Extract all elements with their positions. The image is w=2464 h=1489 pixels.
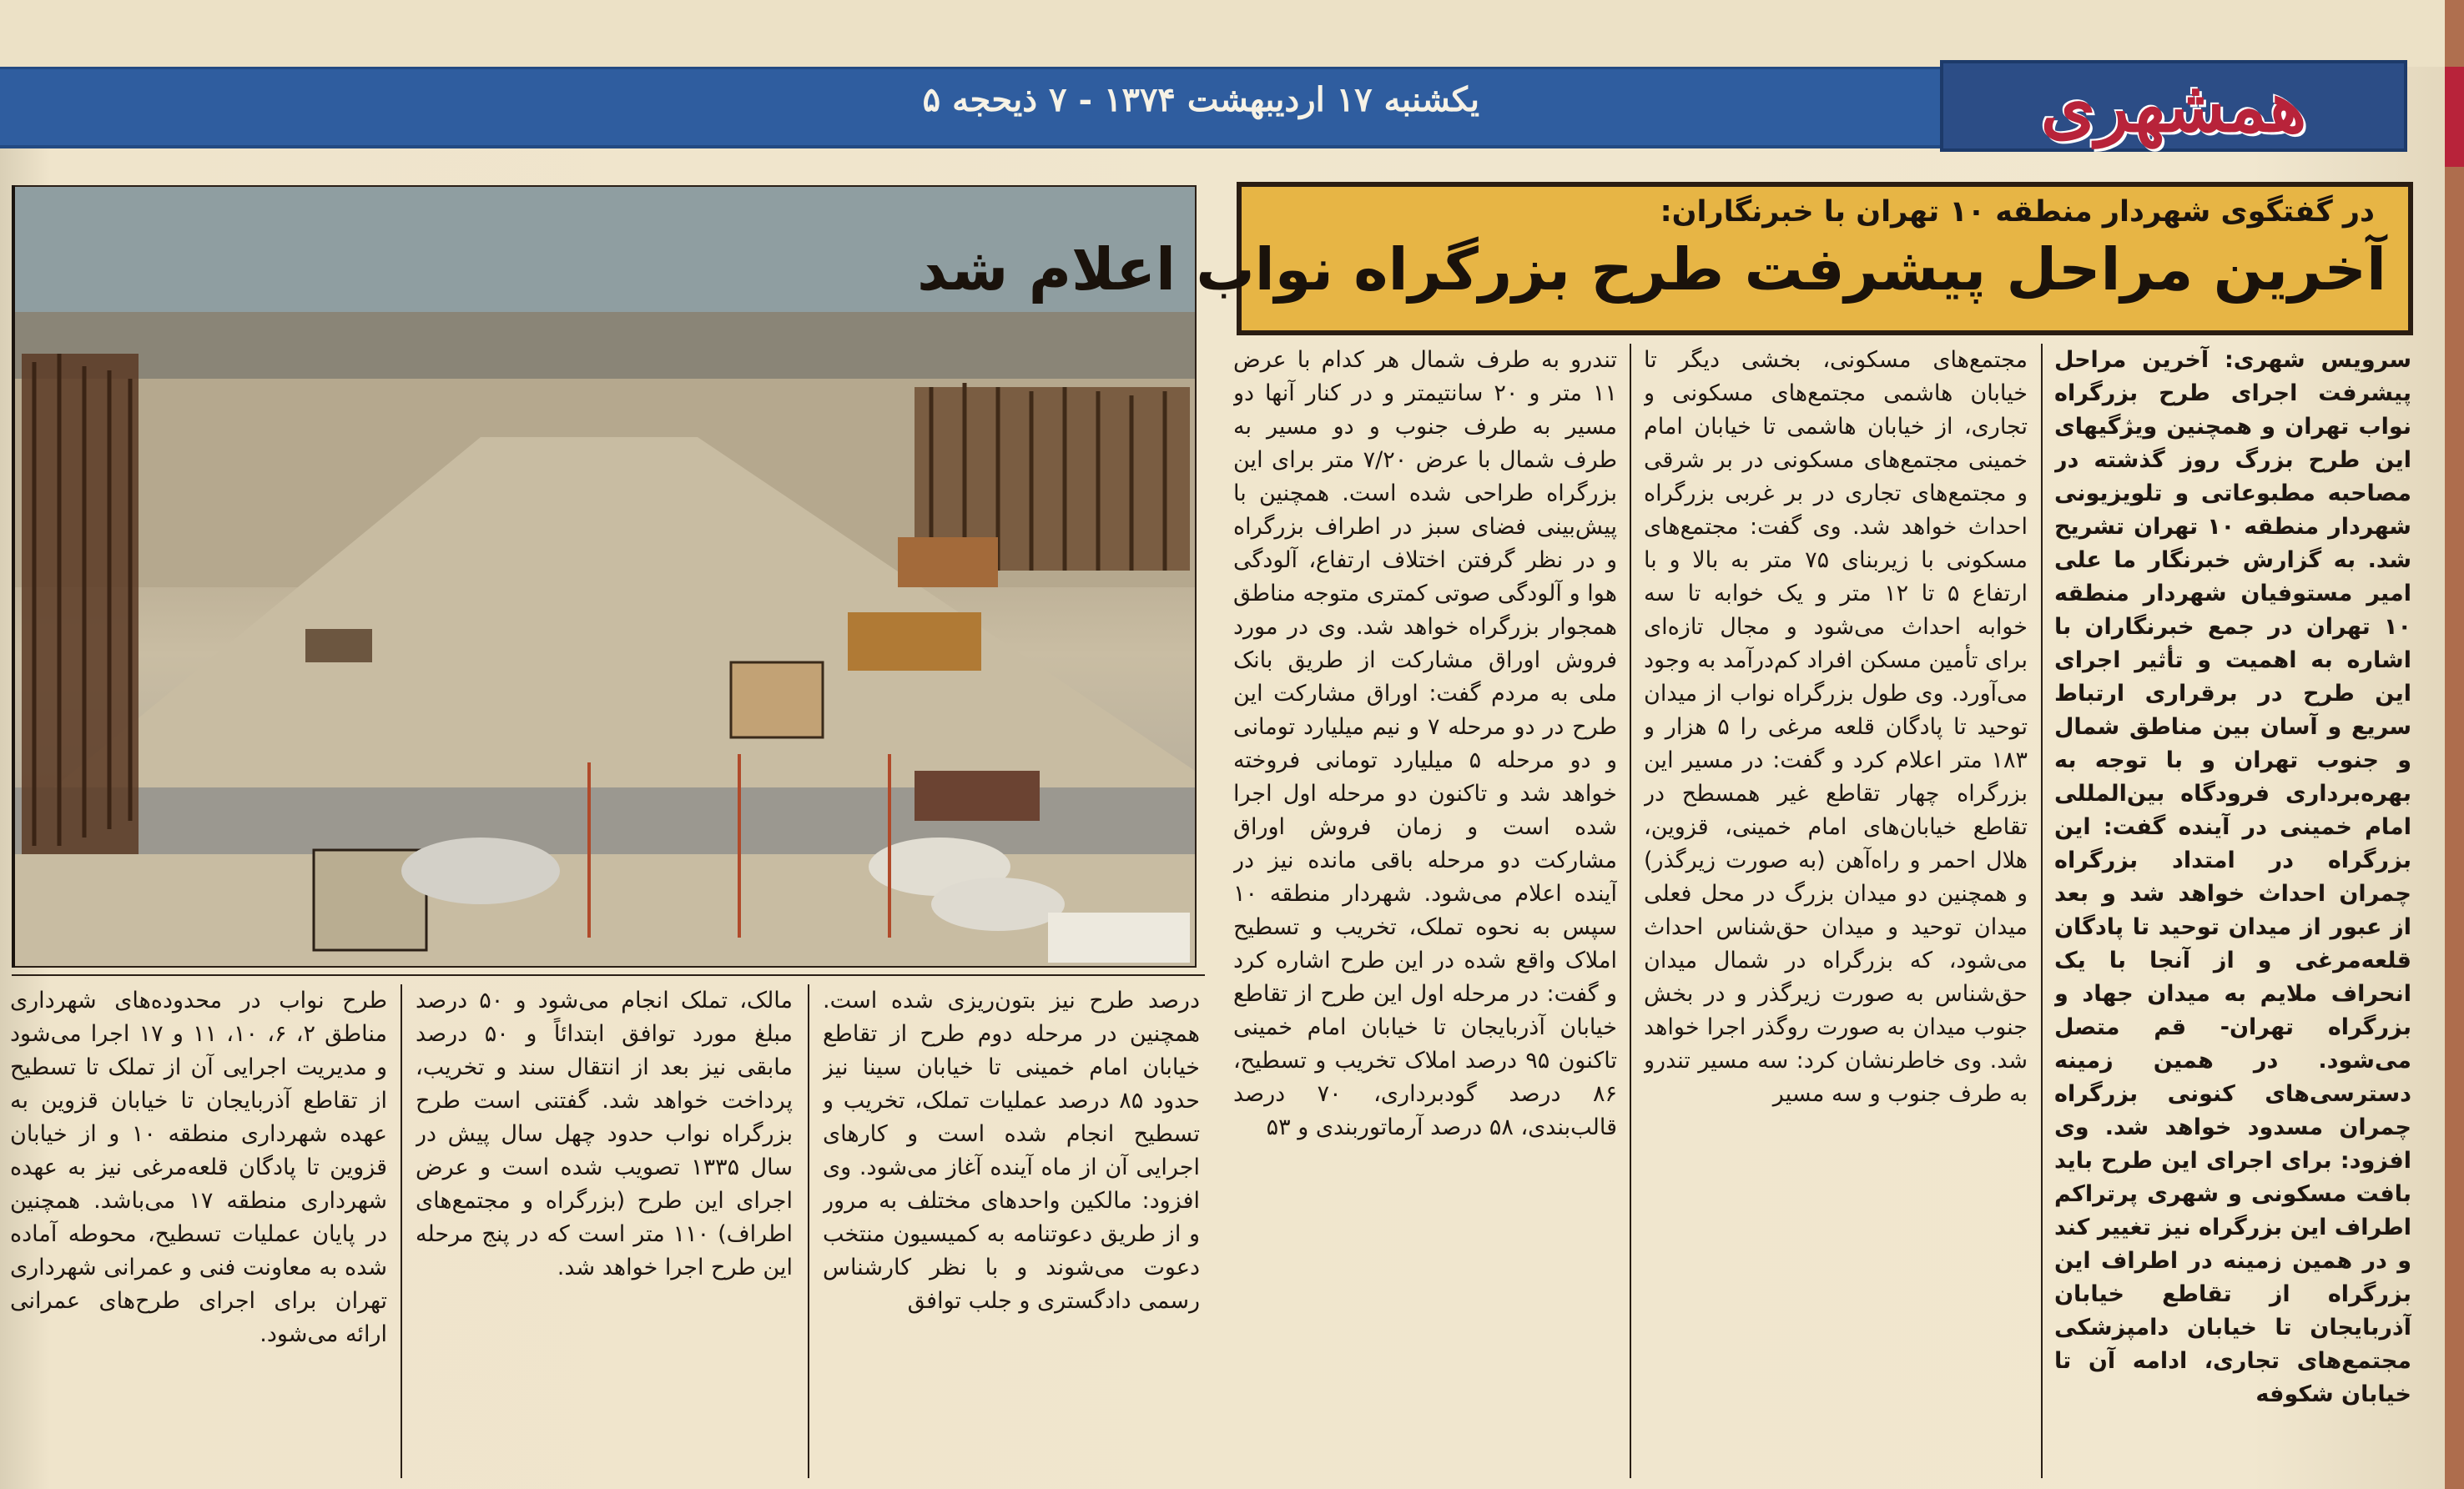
photo-container-far [898, 537, 998, 587]
photo-site-cabin [731, 662, 823, 737]
photo-white-van [1048, 913, 1190, 963]
article-column-3 [1233, 344, 1617, 1478]
column-4-text: درصد طرح نیز بتون‌ریزی شده است. همچنین در مرحله دوم طرح از تقاطع خیابان امام خمینی تا خیابان سینا نیز حدود ۸۵ درصد عملیات تملک، تخریب و تسطیح انجام شده است و کارهای اجرایی آن از ماه آینده آغاز می‌شود. وی افزود: مالکین واحدهای مختلف به مرور و از طریق دعوتنامه به کمیسیون منتخب دعوت می‌شوند و با نظر کارشناس رسمی دادگستری و جلب توافق [823, 988, 1200, 1314]
photo-frame-edge [12, 185, 15, 968]
photo-distant-city [13, 312, 1195, 387]
column-rule [401, 984, 402, 1478]
photo-truck [915, 771, 1040, 821]
adjacent-page-edge [2445, 0, 2464, 1489]
article-column-4 [823, 984, 1200, 1478]
adjacent-page-edge-logo [2445, 67, 2464, 167]
article-column-1 [2054, 344, 2411, 1478]
article-column-6 [10, 984, 387, 1478]
photo-parked-car-1 [401, 838, 560, 904]
column-rule [1630, 344, 1631, 1478]
column-1-text: سرویس شهری: آخرین مراحل پیشرفت اجرای طرح بزرگراه نواب تهران و همچنین ویژگیهای این طرح بزرگ روز گذشته در مصاحبه مطبوعاتی و تلویزیونی شهردار منطقه ۱۰ تهران تشریح شد. به گزارش خبرنگار ما علی امیر مستوفیان شهردار منطقه ۱۰ تهران در جمع خبرنگاران با اشاره به اهمیت و تأثیر اجرای این طرح در برقراری ارتباط سریع و آسان بین مناطق شمال و جنوب تهران و با توجه به بهره‌برداری فرودگاه بین‌المللی امام خمینی در آینده گفت: این بزرگراه در امتداد بزرگراه چمران احداث خواهد شد و بعد از عبور از میدان توحید تا پادگان قلعه‌مرغی و از آنجا با یک انحراف ملایم به میدان جهاد و بزرگراه تهران- قم متصل می‌شود. در همین زمینه دسترسی‌های کنونی بزرگراه چمران مسدود خواهد شد. وی افزود: برای اجرای این طرح باید بافت مسکونی و شهری پرتراکم اطراف این بزرگراه نیز تغییر کند و در همین زمینه در اطراف این بزرگراه از تقاطع خیابان آذربایجان تا خیابان دامپزشکی مجتمع‌های تجاری، ادامه آن تا خیابان شکوفه [2054, 347, 2411, 1407]
headline-box [917, 182, 2413, 335]
photo-parked-car-3 [931, 878, 1065, 931]
article-kicker: در گفتگوی شهردار منطقه ۱۰ تهران با خبرنگاران: [1660, 195, 2375, 229]
photo-rebar-columns-left [22, 354, 139, 854]
top-margin [0, 0, 2464, 67]
photo-illustration [13, 187, 1195, 966]
column-5-text: مالک، تملک انجام می‌شود و ۵۰ درصد مبلغ مورد توافق ابتدائاً و ۵۰ درصد مابقی نیز بعد از انتقال سند و تخریب، پرداخت خواهد شد. گفتنی است طرح بزرگراه نواب حدود چهل سال پیش در سال ۱۳۳۵ تصویب شده است و عرض اجرای این طرح (بزرگراه و مجتمع‌های اطراف) ۱۱۰ متر است که در پنج مرحله این طرح اجرا خواهد شد. [416, 988, 793, 1280]
column-rule [2041, 344, 2043, 1478]
photo-bottom-rule [12, 974, 1205, 976]
column-6-text: طرح نواب در محدوده‌های شهرداری مناطق ۲، ۶، ۱۰، ۱۱ و ۱۷ اجرا می‌شود و مدیریت اجرایی آن از تملک تا تسطیح از تقاطع آذربایجان تا خیابان قزوین به عهده شهرداری منطقه ۱۰ و از خیابان قزوین تا پادگان قلعه‌مرغی نیز به عهده شهرداری منطقه ۱۷ می‌باشد. همچنین در پایان عملیات تسطیح، محوطه آماده شده به معاونت فنی و عمرانی شهرداری تهران برای اجرای طرح‌های عمرانی ارائه می‌شود. [10, 988, 387, 1347]
column-2-text: مجتمع‌های مسکونی، بخشی دیگر تا خیابان هاشمی مجتمع‌های مسکونی و تجاری، از خیابان هاشمی تا خیابان امام خمینی مجتمع‌های مسکونی در بر شرقی و مجتمع‌های تجاری در بر غربی بزرگراه احداث خواهد شد. وی گفت: مجتمع‌های مسکونی با زیربنای ۷۵ متر به بالا و با ارتفاع ۵ تا ۱۲ متر و یک خوابه تا سه خوابه احداث می‌شود و مجال تازه‌ای برای تأمین مسکن افراد کم‌درآمد به وجود می‌آورد. وی طول بزرگراه نواب از میدان توحید تا پادگان قلعه مرغی را ۵ هزار و ۱۸۳ متر اعلام کرد و گفت: در مسیر این بزرگراه چهار تقاطع غیر همسطح در تقاطع خیابان‌های امام خمینی، قزوین، هلال احمر و راه‌آهن (به صورت زیرگذر) و همچنین دو میدان بزرگ در محل فعلی میدان توحید و میدان حق‌شناس احداث می‌شود، که بزرگراه در شمال میدان حق‌شناس به صورت زیرگذر و در بخش جنوب میدان به صورت روگذر اجرا خواهد شد. وی خاطرنشان کرد: سه مسیر تندرو به طرف جنوب و سه مسیر [1644, 347, 2028, 1107]
column-rule [808, 984, 809, 1478]
column-3-text: تندرو به طرف شمال هر کدام با عرض ۱۱ متر و ۲۰ سانتیمتر و در کنار آنها دو مسیر به طرف جنوب و دو مسیر به طرف شمال با عرض ۷/۲۰ متر برای این بزرگراه طراحی شده است. همچنین با پیش‌بینی فضای سبز در اطراف بزرگراه و در نظر گرفتن اختلاف ارتفاع، آلودگی هوا و آلودگی صوتی کمتری متوجه مناطق همجوار بزرگراه خواهد شد. وی در مورد فروش اوراق مشارکت از طریق بانک ملی به مردم گفت: اوراق مشارکت این طرح در دو مرحله ۷ و نیم میلیارد تومانی و دو مرحله ۵ میلیارد تومانی فروخته خواهد شد و تاکنون دو مرحله اول اجرا شده است و زمان فروش اوراق مشارکت دو مرحله باقی مانده نیز در آینده اعلام می‌شود. شهردار منطقه ۱۰ سپس به نحوه تملک، تخریب و تسطیح املاک واقع شده در این طرح اشاره کرد و گفت: در مرحله اول این طرح از تقاطع خیابان آذربایجان تا خیابان امام خمینی تاکنون ۹۵ درصد املاک تخریب و تسطیح، ۸۶ درصد گودبرداری، ۷۰ درصد قالب‌بندی، ۵۸ درصد آرماتوربندی و ۵۳ [1233, 347, 1617, 1140]
article-column-5 [416, 984, 793, 1478]
masthead-logo-text: همشهری [2040, 64, 2307, 148]
photo-rubble [305, 629, 372, 662]
newspaper-masthead [1940, 60, 2407, 152]
photo-bulldozer [848, 612, 981, 671]
article-headline: آخرین مراحل پیشرفت طرح بزرگراه نواب اعلام شد [917, 235, 2386, 304]
article-column-2 [1644, 344, 2028, 1478]
issue-date: یکشنبه ۱۷ اردیبهشت ۱۳۷۴ - ۷ ذیحجه ۵ [922, 80, 1479, 119]
